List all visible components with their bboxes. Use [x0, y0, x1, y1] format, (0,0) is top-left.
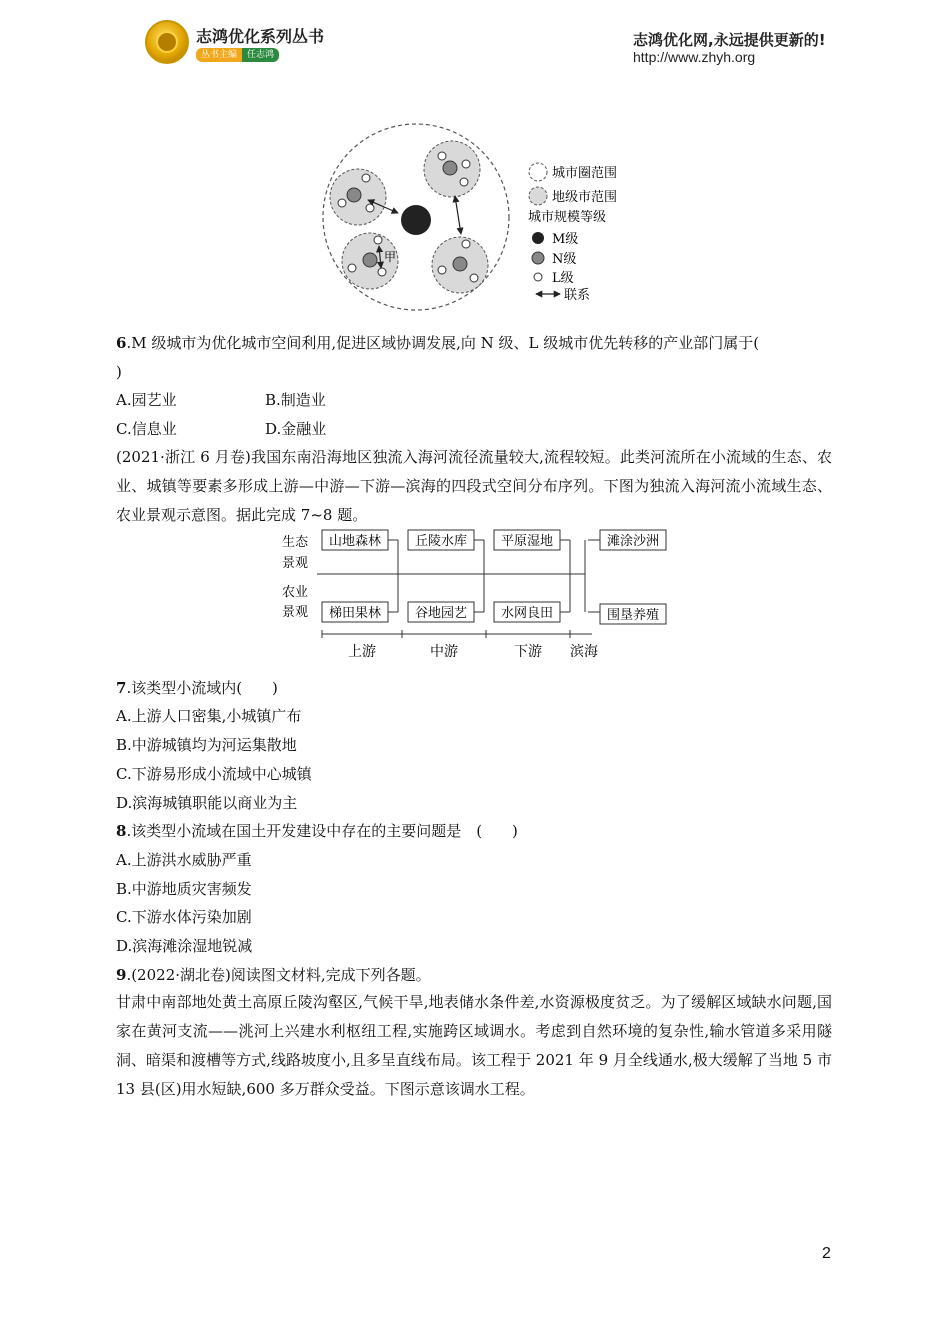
q6-option-d[interactable]: D.金融业	[265, 420, 327, 438]
eco-box-wetland	[494, 530, 570, 574]
q6-paren: )	[116, 363, 122, 381]
q6-option-a[interactable]: A.园艺业	[116, 391, 177, 409]
legend-n-level: N级	[552, 252, 577, 267]
q6-number: 6	[116, 334, 127, 352]
q7-option-c[interactable]: C.下游易形成小流域中心城镇	[116, 765, 312, 783]
legend-m-level: M级	[552, 232, 579, 247]
header-slogan: 志鸿优化网,永远提供更新的!	[633, 31, 826, 49]
svg-text:围垦养殖: 围垦养殖	[606, 608, 660, 623]
q8-option-c[interactable]: C.下游水体污染加剧	[116, 908, 252, 926]
q8-option-a[interactable]: A.上游洪水威胁严重	[116, 851, 252, 869]
q8-number: 8	[116, 822, 127, 840]
prefecture-top-right	[424, 141, 480, 197]
q7-option-a[interactable]: A.上游人口密集,小城镇广布	[116, 707, 302, 725]
zone-coastal: 滨海	[570, 644, 598, 660]
legend-link: 联系	[564, 288, 591, 303]
row-eco-label-2: 景观	[282, 556, 309, 571]
agri-box-horticulture	[408, 574, 484, 622]
q8-stem: 8.该类型小流域在国土开发建设中存在的主要问题是 ( )	[116, 822, 518, 840]
agri-box-reclamation	[588, 604, 666, 624]
q6-option-b[interactable]: B.制造业	[265, 391, 326, 409]
legend-city-circle: 城市圈范围	[552, 166, 618, 181]
publisher-logo	[145, 20, 189, 64]
agri-box-terrace	[322, 574, 398, 622]
prefecture-top-left	[330, 169, 386, 225]
q9-body: 甘肃中南部地处黄土高原丘陵沟壑区,气候干旱,地表储水条件差,水资源极度贫乏。为了缓解区域缺水问题,国家在黄河支流——洮河上兴建水利枢纽工程,实施跨区域调水。考虑到自然环境的复杂性,输水管道多采用隧洞、暗渠和渡槽等方式,线路坡度小,且多呈直线布局。该工程于 2021 年 9 月全线通水,极大缓解了当地 5 市 13 县(区)用水短缺,600 多万群众受益。下图示意该调水工程。	[116, 993, 832, 1098]
q6-stem: 6.M 级城市为优化城市空间利用,促进区域协调发展,向 N 级、L 级城市优先转移的产业部门属于(	[116, 334, 760, 352]
row-eco-label-1: 生态	[282, 535, 309, 550]
svg-text:滩涂沙洲: 滩涂沙洲	[606, 534, 660, 549]
link-arrow	[455, 196, 461, 234]
eco-box-tidal-flat	[588, 530, 666, 550]
q6-option-c[interactable]: C.信息业	[116, 420, 177, 438]
eco-box-forest	[322, 530, 398, 574]
prefecture-bottom-right	[432, 237, 488, 293]
svg-text:丘陵水库: 丘陵水库	[414, 534, 468, 549]
intro-7-8: (2021·浙江 6 月卷)我国东南沿海地区独流入海河流径流量较大,流程较短。此类河流所在小流域的生态、农业、城镇等要素多形成上游—中游—下游—滨海的四段式空间分布序列。下图为独流入海河流小流域生态、农业景观示意图。据此完成 7~8 题。	[116, 448, 832, 524]
svg-text:梯田果林: 梯田果林	[328, 606, 382, 621]
q7-stem: 7.该类型小流域内( )	[116, 679, 278, 697]
watershed-landscape-diagram	[280, 526, 670, 664]
q8-option-d[interactable]: D.滨海滩涂湿地锐减	[116, 937, 253, 955]
label-jia: 甲	[384, 250, 397, 264]
header-url[interactable]: http://www.zhyh.org	[633, 49, 756, 65]
row-agri-label-1: 农业	[282, 585, 309, 600]
q7-option-d[interactable]: D.滨海城镇职能以商业为主	[116, 794, 298, 812]
diagram-legend	[528, 163, 617, 303]
editor-badge	[196, 48, 279, 62]
svg-text:谷地园艺: 谷地园艺	[414, 606, 468, 621]
q7-option-b[interactable]: B.中游城镇均为河运集散地	[116, 736, 297, 754]
svg-text:水网良田: 水网良田	[500, 606, 554, 621]
series-title: 志鸿优化系列丛书	[196, 27, 325, 46]
page-number: 2	[822, 1245, 831, 1262]
row-agri-label-2: 景观	[282, 605, 309, 620]
legend-l-level: L级	[552, 271, 574, 286]
q9-number: 9	[116, 966, 127, 984]
svg-text:山地森林: 山地森林	[328, 534, 382, 549]
editor-label: 丛书主编	[196, 48, 242, 62]
zone-midstream: 中游	[430, 644, 458, 660]
q8-option-b[interactable]: B.中游地质灾害频发	[116, 880, 252, 898]
svg-text:平原湿地: 平原湿地	[500, 534, 554, 549]
zone-downstream: 下游	[514, 644, 542, 660]
eco-box-reservoir	[408, 530, 484, 574]
zone-upstream: 上游	[348, 644, 376, 660]
editor-name: 任志鸿	[242, 48, 279, 62]
legend-scale-title: 城市规模等级	[528, 210, 607, 225]
q9-stem: 9.(2022·湖北卷)阅读图文材料,完成下列各题。	[116, 966, 431, 984]
agri-box-paddy	[494, 574, 570, 622]
legend-prefecture: 地级市范围	[552, 190, 618, 205]
city-circle-diagram	[318, 122, 638, 312]
q7-number: 7	[116, 679, 127, 697]
m-level-city	[401, 205, 431, 235]
